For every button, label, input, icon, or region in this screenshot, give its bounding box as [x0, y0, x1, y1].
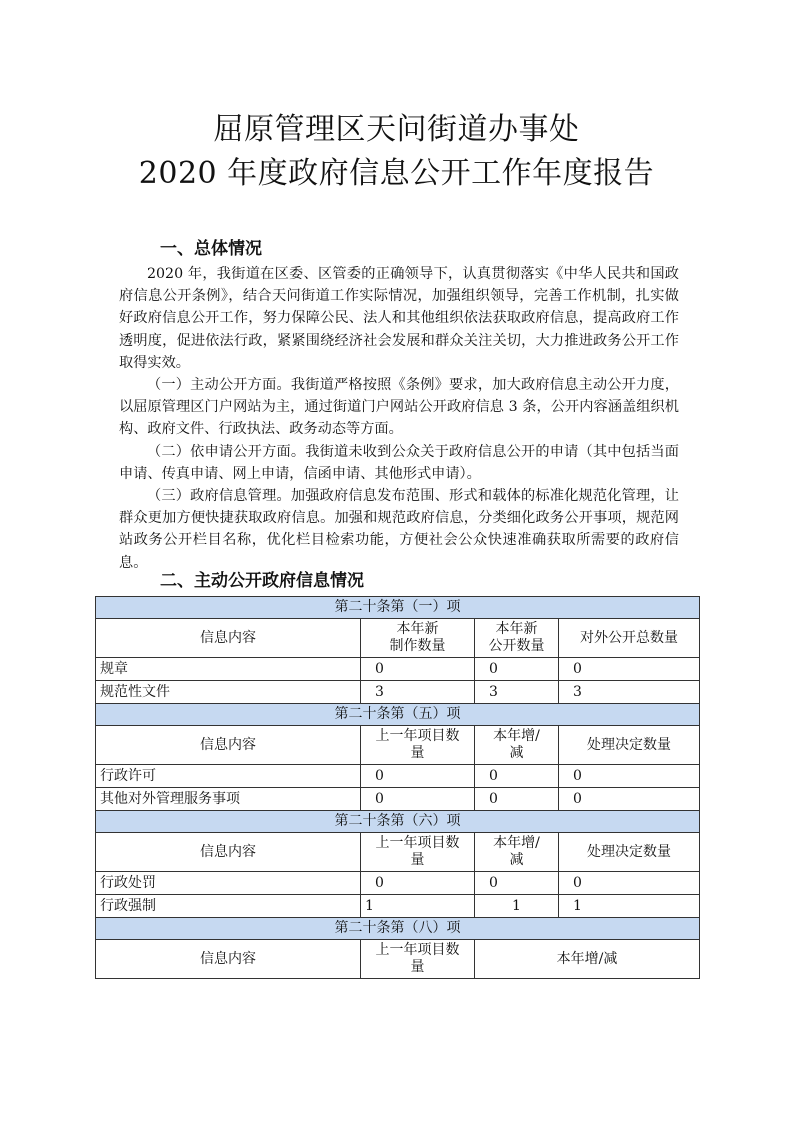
cell-value: 0	[475, 788, 559, 811]
table-row	[96, 658, 700, 681]
cell-value: 1	[475, 895, 559, 918]
column-header-prev-count: 上一年项目数 量	[361, 940, 475, 979]
paragraph-application: （二）依申请公开方面。我街道未收到公众关于政府信息公开的申请（其中包括当面申请、传真申请、网上申请，信函申请、其他形式申请）。	[119, 443, 679, 482]
table-row	[96, 765, 700, 788]
paragraph-management: （三）政府信息管理。加强政府信息发布范围、形式和载体的标准化规范化管理，让群众更加方便快捷获取政府信息。加强和规范政府信息，分类细化政务公开事项，规范网站政务公开栏目名称，优化栏目检索功能，方便社会公众快速准确获取所需要的政府信息。	[119, 488, 679, 571]
column-header-content: 信息内容	[96, 726, 361, 765]
cell-value: 0	[475, 765, 559, 788]
table-row	[96, 788, 700, 811]
column-header-content: 信息内容	[96, 940, 361, 979]
section2-heading: 二、主动公开政府信息情况	[160, 571, 364, 591]
section-title-item6: 第二十条第（六）项	[96, 811, 700, 833]
table-row	[96, 895, 700, 918]
column-header-decisions: 处理决定数量	[559, 726, 700, 765]
column-header-new-published: 本年新 公开数量	[475, 619, 559, 658]
cell-value: 0	[361, 765, 475, 788]
table-row	[96, 872, 700, 895]
cell-value: 1	[361, 895, 475, 918]
column-header-new-made: 本年新 制作数量	[361, 619, 475, 658]
report-title-line1: 屈原管理区天问街道办事处	[213, 112, 580, 147]
row-label: 行政许可	[96, 765, 361, 788]
cell-value: 0	[475, 658, 559, 681]
cell-value: 0	[475, 872, 559, 895]
cell-value: 0	[559, 788, 700, 811]
column-header-total: 对外公开总数量	[559, 619, 700, 658]
cell-value: 0	[559, 658, 700, 681]
section-title-item8: 第二十条第（八）项	[96, 918, 700, 940]
section1-body	[119, 263, 679, 574]
cell-value: 3	[475, 681, 559, 704]
column-header-content: 信息内容	[96, 833, 361, 872]
paragraph-proactive: （一）主动公开方面。我街道严格按照《条例》要求，加大政府信息主动公开力度，以屈原管理区门户网站为主，通过街道门户网站公开政府信息 3 条，公开内容涵盖组织机构、政府文件、行政执法、政务动态等方面。	[119, 377, 679, 438]
section1-heading: 一、总体情况	[160, 239, 262, 259]
row-label: 规章	[96, 658, 361, 681]
table-row	[96, 681, 700, 704]
row-label: 规范性文件	[96, 681, 361, 704]
cell-value: 0	[361, 658, 475, 681]
disclosure-table	[95, 596, 700, 979]
column-header-change: 本年增/ 减	[475, 833, 559, 872]
column-header-content: 信息内容	[96, 619, 361, 658]
row-label: 行政强制	[96, 895, 361, 918]
row-label: 行政处罚	[96, 872, 361, 895]
column-header-decisions: 处理决定数量	[559, 833, 700, 872]
cell-value: 1	[559, 895, 700, 918]
column-header-prev-count: 上一年项目数 量	[361, 726, 475, 765]
paragraph-intro: 2020 年，我街道在区委、区管委的正确领导下，认真贯彻落实《中华人民共和国政府信息公开条例》，结合天问街道工作实际情况，加强组织领导，完善工作机制，扎实做好政府信息公开工作，努力保障公民、法人和其他组织依法获取政府信息，提高政府工作透明度，促进依法行政，紧紧围绕经济社会发展和群众关注关切，大力推进政务公开工作取得实效。	[119, 266, 679, 371]
cell-value: 0	[361, 788, 475, 811]
cell-value: 0	[559, 765, 700, 788]
cell-value: 3	[559, 681, 700, 704]
report-title-line2: 2020 年度政府信息公开工作年度报告	[138, 156, 655, 191]
section-title-item1: 第二十条第（一）项	[96, 597, 700, 619]
cell-value: 3	[361, 681, 475, 704]
section-title-item5: 第二十条第（五）项	[96, 704, 700, 726]
column-header-change: 本年增/ 减	[475, 726, 559, 765]
row-label: 其他对外管理服务事项	[96, 788, 361, 811]
cell-value: 0	[361, 872, 475, 895]
cell-value: 0	[559, 872, 700, 895]
column-header-prev-count: 上一年项目数 量	[361, 833, 475, 872]
column-header-change: 本年增/减	[475, 940, 700, 979]
